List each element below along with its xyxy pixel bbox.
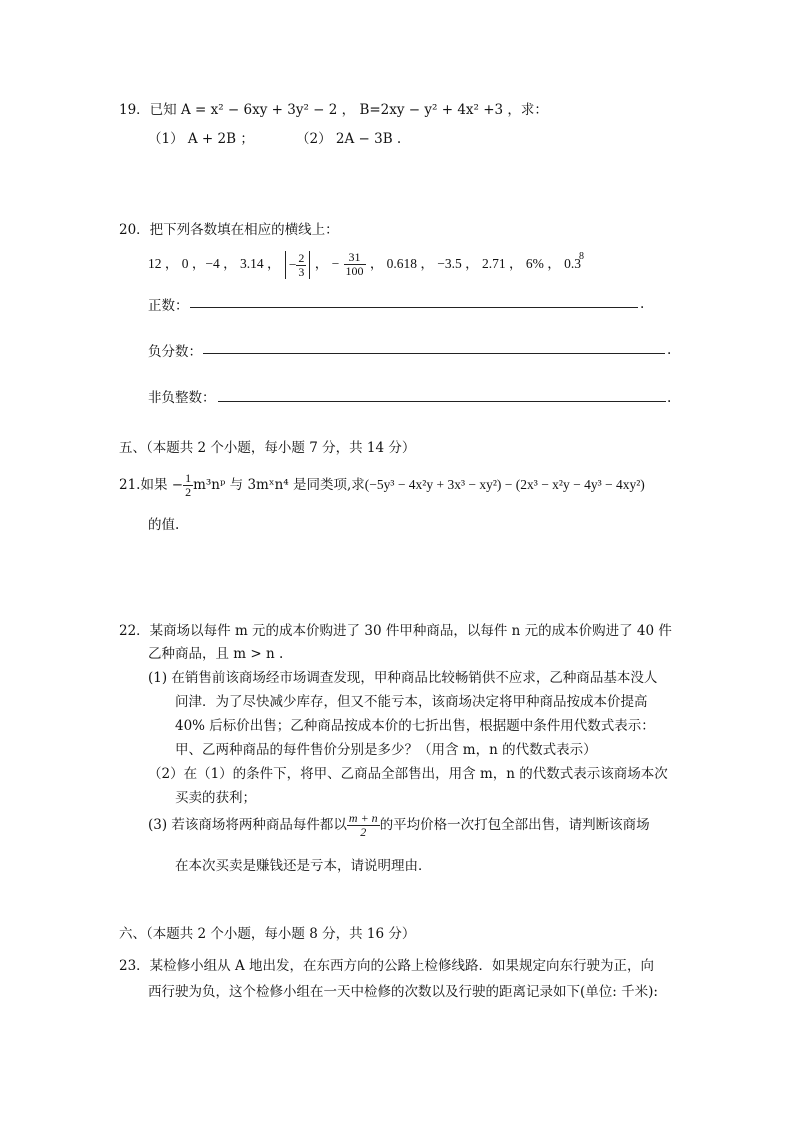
q20-dot-negative: . <box>667 342 672 358</box>
q20-fraction <box>344 251 366 278</box>
q21-line1 <box>119 470 645 500</box>
q20-numbers-a: 12 ， 0 ，−4 ， 3.14 ， <box>148 256 281 271</box>
q21-mid: m³nᵖ 与 3mˣn⁴ 是同类项,求 <box>193 477 365 493</box>
q20-answer-line-negative-fraction[interactable] <box>203 353 665 354</box>
q22-part2-line2: 买卖的获利； <box>175 790 256 806</box>
q21-prefix: 21.如果 − <box>119 477 184 493</box>
q20-abs-denominator: 3 <box>298 264 305 279</box>
q21-line2: 的值. <box>148 517 180 533</box>
q20-absolute-value: − $\frac{2}{3}$ <box>285 251 311 279</box>
q19-line1: 19．已知 A = x² − 6xy + 3y² − 2 ， B=2xy − y² + 4x² +3 ，求： <box>119 102 548 118</box>
q22-part3-frac-numerator: m + n <box>348 811 378 825</box>
q20-label-nonneg-integer: 非负整数： <box>148 390 216 406</box>
q21-expression: (−5y³ − 4x²y + 3x³ − xy²) − (2x³ − x²y − 4y³ − 4xy²) <box>364 477 645 492</box>
q22-part3-prefix: (3) 若该商场将两种商品每件都以 <box>148 817 347 833</box>
q20-label-negative-fraction: 负分数： <box>148 344 202 360</box>
q22-part3-line1 <box>148 810 650 840</box>
q20-numbers-b: ， 0.618 ， −3.5 ， 2.71 ， 6% ， 0.3 <box>369 256 582 271</box>
q19-part1: （1） A + 2B ； <box>148 131 254 147</box>
q20-answer-line-positive[interactable] <box>190 307 638 308</box>
q20-label-positive: 正数： <box>148 298 189 314</box>
q20-abs-numerator: 2 <box>298 250 305 265</box>
section6-heading: 六、（本题共 2 个小题，每小题 8 分，共 16 分） <box>119 926 416 942</box>
q22-line2: 乙种商品，且 m > n . <box>148 646 284 662</box>
q22-part1-line3: 40% 后标价出售；乙种商品按成本价的七折出售，根据题中条件用代数式表示： <box>175 718 655 734</box>
q22-part3-line2: 在本次买卖是赚钱还是亏本，请说明理由． <box>175 858 432 874</box>
section5-heading: 五、（本题共 2 个小题，每小题 7 分，共 14 分） <box>119 440 416 456</box>
q20-fraction-denominator: 100 <box>345 264 364 278</box>
q23-line2: 西行驶为负，这个检修小组在一天中检修的次数以及行驶的距离记录如下(单位: 千米): <box>148 984 658 1000</box>
q21-frac-denominator: 2 <box>185 485 192 499</box>
q22-part2-line1: （2）在（1）的条件下，将甲、乙商品全部售出，用含 m，n 的代数式表示该商场本次 <box>148 766 668 782</box>
q19-part2: （2） 2A − 3B . <box>296 131 402 147</box>
q22-line1: 22．某商场以每件 m 元的成本价购进了 30 件甲种商品，以每件 n 元的成本价购进了 40 件 <box>119 623 672 639</box>
q23-line1: 23．某检修小组从 A 地出发，在东西方向的公路上检修线路．如果规定向东行驶为正，向 <box>119 958 655 974</box>
q21-frac-numerator: 1 <box>185 471 192 485</box>
q20-answer-line-nonneg-integer[interactable] <box>218 401 666 402</box>
q20-title: 20．把下列各数填在相应的横线上： <box>119 222 339 238</box>
q20-dot-positive: . <box>640 296 645 312</box>
q22-part3-frac-denominator: 2 <box>360 825 367 839</box>
q20-fraction-numerator: 31 <box>344 251 366 265</box>
q22-part1-line2: 问津．为了尽快减少库存，但又不能亏本，该商场决定将甲种商品按成本价提高 <box>175 694 648 710</box>
q22-part3-suffix: 的平均价格一次打包全部出售，请判断该商场 <box>379 817 650 833</box>
q20-repeating-dot: 8 <box>579 251 585 262</box>
q20-number-list <box>148 250 586 280</box>
q20-negative-sign: ， − <box>314 256 340 271</box>
q20-dot-nonneg: . <box>667 390 672 406</box>
q22-part1-line4: 甲、乙两种商品的每件售价分别是多少？（用含 m，n 的代数式表示） <box>175 742 597 758</box>
q22-part1-line1: (1) 在销售前该商场经市场调查发现，甲种商品比较畅销供不应求，乙种商品基本没人 <box>148 670 658 686</box>
